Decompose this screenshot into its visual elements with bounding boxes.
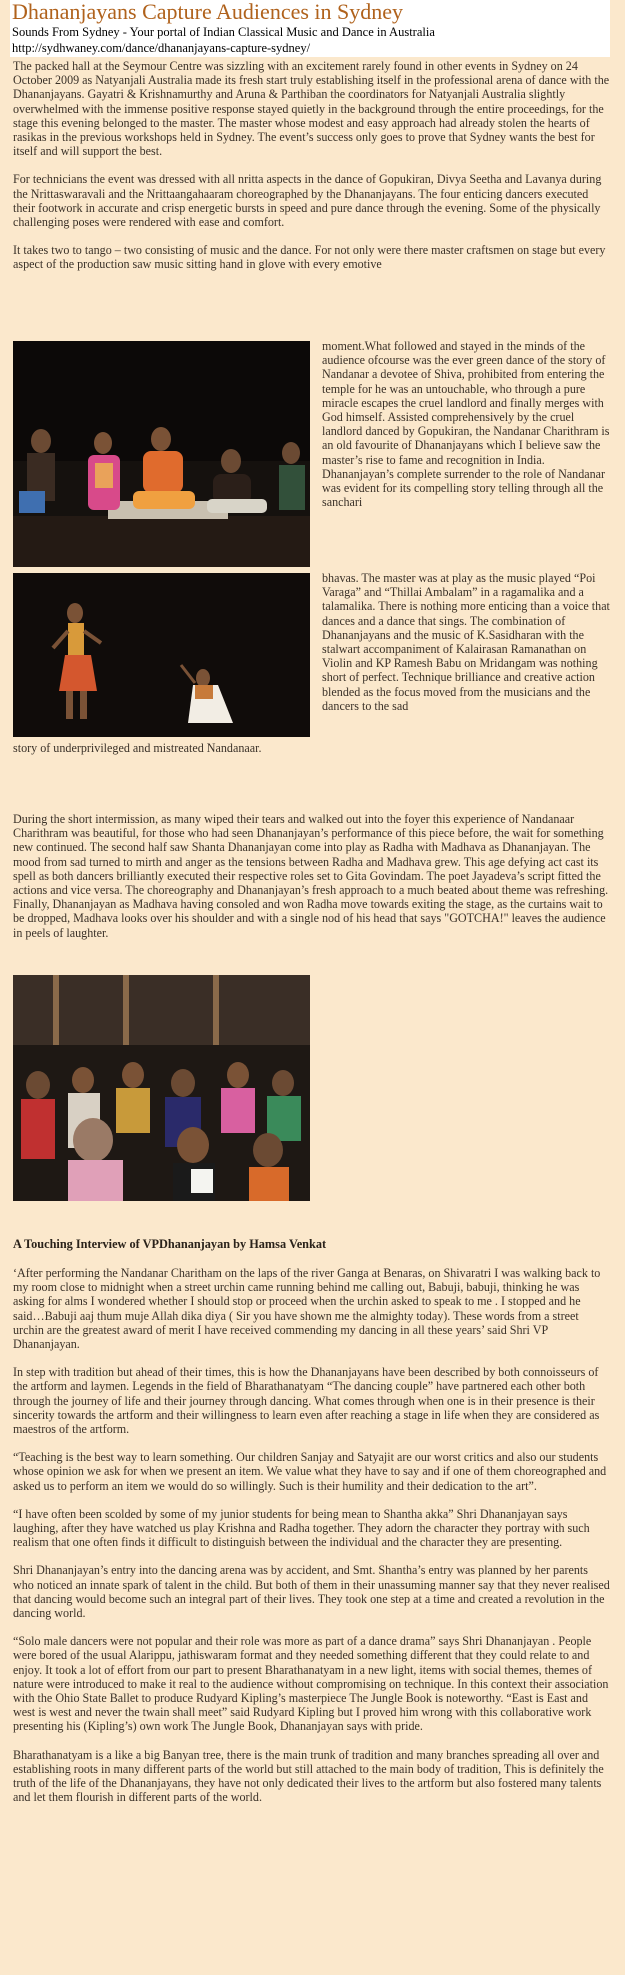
- paragraph: ‘After performing the Nandanar Charitham on the laps of the river Ganga at Benaras, on Shivaratri I was walking back to my room close to midnight when a street urchin came running behind me calling out, Babuji, babuji, thinking he was asking for alms I wondered whether I should stop or proceed when the urchin asked to speak to me . I stopped and he said…Babuji aaj thum muje Allah dika diya ( Sir you have shown me the almighty today). These words from a street urchin are the greatest award of merit I have received commending my dancing in all these years’ said Shri VP Dhananjayan.: [13, 1266, 601, 1352]
- paragraph: For technicians the event was dressed with all nritta aspects in the dance of Gopukiran, Divya Seetha and Lavanya during the Nrittaswaravali and the Nrittaangahaaram choreographed by the Dhananjayans. The four enticing dancers executed their footwork in accurate and crisp energetic bursts in speed and pure dance through the evening. Some of the physically challenging poses were rendered with ease and comfort.: [13, 172, 602, 230]
- paragraph: “Teaching is the best way to learn something. Our children Sanjay and Satyajit are our worst critics and also our students whose opinion we ask for when we present an item. We value what they have to say and if one of them choreographed and asked us to perform an item we would do so willingly. Such is their humility and their dedication to the art”.: [13, 1450, 607, 1493]
- paragraph-tail: story of underprivileged and mistreated Nandanaar.: [13, 741, 262, 755]
- side-paragraph: bhavas. The master was at play as the music played “Poi Varaga” and “Thillai Ambalam” in a ragamalika and a talamalika. There is nothing more enticing than a voice that dances and a dance that sings. The combination of Dhananjayans and the music of K.Sasidharan with the stalwart accompaniment of Kalairasan Ramanathan on Violin and KP Ramesh Babu on Mridangam was nothing short of perfect. Technique brilliance and creative action blended as the focus moved from the musicians and the dancers to the sad: [322, 571, 610, 713]
- article-url: http://sydhwaney.com/dance/dhananjayans-capture-sydney/: [12, 41, 311, 55]
- paragraph: Shri Dhananjayan’s entry into the dancing arena was by accident, and Smt. Shantha’s entry was planned by her parents who noticed an innate spark of talent in the child. But both of them in their unassuming manner say that they never realised that dancing would become such an integral part of their lives. They took one step at a time and created a revolution in the dancing world.: [13, 1563, 610, 1621]
- paragraph: The packed hall at the Seymour Centre was sizzling with an excitement rarely found in other events in Sydney on 24 October 2009 as Natyanjali Australia made its fresh start truly establishing itself in the professional arena of dance with the Dhananjayans. Gayatri & Krishnamurthy and Aruna & Parthiban the coordinators for Natyanjali Australia slightly overwhelmed with the immense positive response stayed quietly in the background through the entire proceedings, for the stage this evening belonged to the master. The master whose modest and easy approach had already stolen the hearts of rasikas in the previous workshops held in Sydney. The event’s success only goes to prove that Sydney wants the best for itself and will support the best.: [13, 59, 610, 159]
- side-paragraph: moment.What followed and stayed in the minds of the audience ofcourse was the ever green dance of the story of Nandanar a devotee of Shiva, prohibited from entering the temple for he was an untouchable, who through a pure miracle escapes the cruel landlord and finally merges with God himself. Assisted comprehensively by the cruel landlord danced by Gopukiran, the Nandanar Charithram is an old favourite of Dhananjayans which I believe saw the master’s rise to fame and recognition in India. Dhananjayan’s complete surrender to the role of Nandanar was evident for its compelling story telling through all the sanchari: [322, 339, 610, 510]
- paragraph: “Solo male dancers were not popular and their role was more as part of a dance drama” says Shri Dhananjayan . People were bored of the usual Alarippu, jathiswaram format and they needed something different that they could relate to and enjoy. It took a lot of effort from our part to present Bharathanatyam in a new light, items with social themes, themes of nature were introduced to make it real to the audience without compromising on technique. In this context their association with the Ohio State Ballet to produce Rudyard Kipling’s masterpiece The Jungle Book is noteworthy. “East is East and west is west and never the twain shall meet” said Rudyard Kipling but I proved him wrong with this collaborative work presenting his (Kipling’s) own work The Jungle Book, Dhananjayan says with pride.: [13, 1634, 609, 1734]
- stage-photo-musicians-image: [13, 341, 310, 567]
- article-intro: [13, 59, 610, 286]
- header: [10, 0, 610, 57]
- stage-photo-dancers-image: [13, 573, 310, 737]
- page-title: Dhananjayans Capture Audiences in Sydney: [12, 0, 404, 24]
- audience-photo-image: [13, 975, 310, 1201]
- paragraph: In step with tradition but ahead of their times, this is how the Dhananjayans have been described by both connoisseurs of the artform and laymen. Legends in the field of Bharathanatyam “The dancing couple” have partnered each other both through the journey of life and their journey through dancing. What comes through when one is in their presence is their sincerity towards the artform and their willingness to learn even after reaching a stage in life when they are considered as maestros of the artform.: [13, 1365, 600, 1437]
- stage-photo-musicians: [13, 341, 310, 567]
- paragraph: Bharathanatyam is a like a big Banyan tree, there is the main trunk of tradition and many branches spreading all over and establishing roots in many different parts of the world but still attached to the main body of tradition, This is definitely the truth of the life of the Dhananjayans, they have not only dedicated their lives to the artform but also fostered many talents and let them flourish in different parts of the world.: [13, 1747, 604, 1805]
- site-tagline: Sounds From Sydney - Your portal of Indian Classical Music and Dance in Australia: [12, 25, 435, 39]
- interview-body: [13, 1266, 610, 1819]
- paragraph: During the short intermission, as many wiped their tears and walked out into the foyer this experience of Nandanaar Charithram was beautiful, for those who had seen Dhananjayan’s performance of this piece before, the wait for something new continued. The second half saw Shanta Dhananjayan come into play as Radha with Madhava as Dhananjayan. The mood from sad turned to mirth and anger as the tensions between Radha and Madhava grew. This age defying act cast its spell as both dancers brilliantly executed their respective roles set to Gita Govindam. The poet Jayadeva’s script fitted the actions and vice versa. The choreography and Dhananjayan’s fresh approach to a much beated about theme was refreshing. Finally, Dhananjayan as Madhava having consoled and won Radha move towards exiting the stage, as the curtains wait to be dropped, Madhava looks over his shoulder and with a single nod of his head that says "GOTCHA!" leaves the audience in peels of laughter.: [13, 812, 609, 940]
- paragraph: “I have often been scolded by some of my junior students for being mean to Shantha akka” Shri Dhananjayan says laughing, after they have watched us play Krishna and Radha together. They adorn the character they portray with such realism that one often finds it difficult to distinguish between the individual and the character they are presenting.: [13, 1506, 590, 1550]
- paragraph: It takes two to tango – two consisting of music and the dance. For not only were there master craftsmen on stage but every aspect of the production saw music sitting hand in glove with every emotive: [13, 243, 606, 272]
- interview-heading: A Touching Interview of VPDhananjayan by Hamsa Venkat: [13, 1237, 327, 1251]
- audience-photo: [13, 975, 310, 1201]
- stage-photo-dancers: [13, 573, 310, 737]
